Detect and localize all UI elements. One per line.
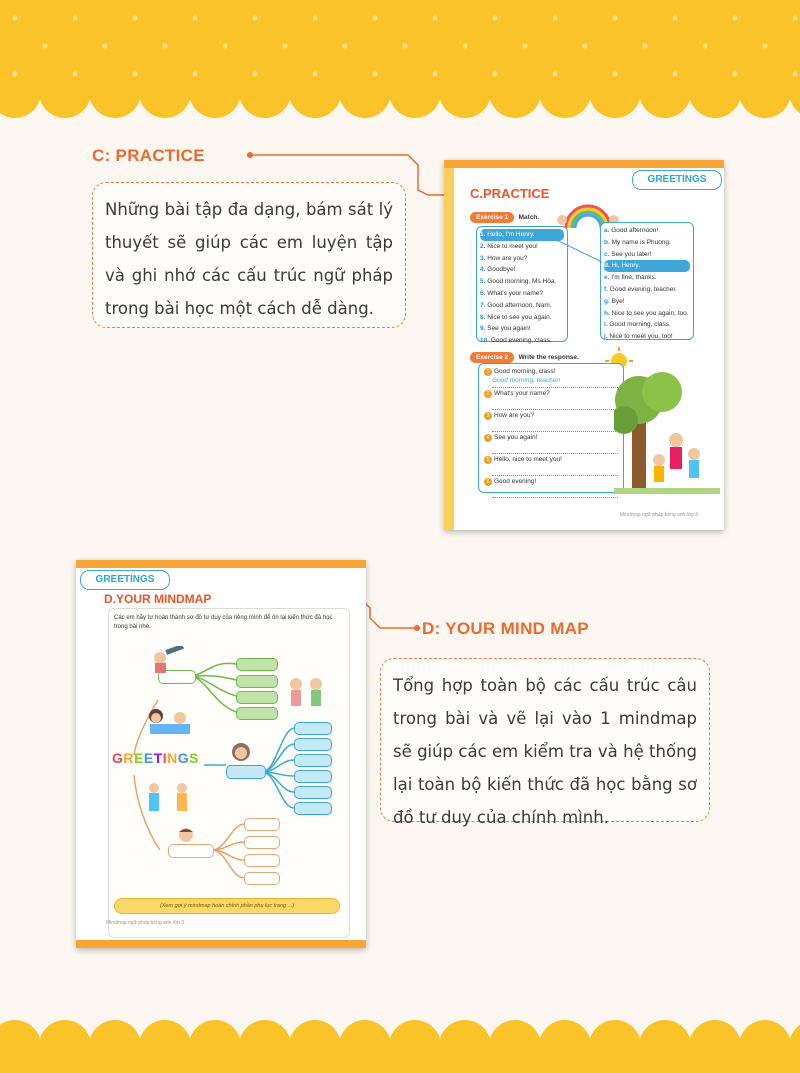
match-item-text: What's your name? [487, 289, 544, 297]
match-item-number: i. [604, 321, 610, 329]
match-item-number: c. [604, 250, 612, 258]
mindmap-center-letter: G [112, 750, 124, 766]
boy-face-illustration [174, 826, 198, 844]
kid-telescope-illustration [148, 646, 188, 674]
response-answer-line[interactable]: Good morning, teacher! [492, 377, 618, 388]
section-d-description: Tổng hợp toàn bộ các cấu trúc câu trong bài và vẽ lại vào 1 mindmap sẽ giúp các em kiểm tra và hệ thống lại toàn bộ kiến thức đã học bằng sơ đồ tư duy của chính mình. [393, 676, 697, 827]
match-item-number: j. [604, 333, 610, 341]
match-item-number: 1. [480, 231, 488, 238]
mindmap-heading: D.YOUR MINDMAP [104, 592, 212, 606]
kids-pair-illustration [282, 676, 330, 716]
greetings-header: GREETINGS [80, 570, 170, 590]
mindmap-page-thumbnail [76, 560, 366, 948]
mindmap-node-blue-root [226, 765, 266, 779]
mindmap-center-letter: G [177, 750, 190, 766]
mindmap-node-blue [294, 754, 332, 767]
response-question [484, 477, 618, 487]
match-item-number: 2. [480, 242, 488, 250]
match-item-text: Hello, I'm Henry. [487, 231, 535, 238]
kids-reading-illustration [144, 706, 196, 736]
match-item-text: Good evening, class. [490, 337, 552, 345]
response-number: 2 [484, 390, 492, 398]
mindmap-instruction: Các em hãy tự hoàn thành sơ đồ tư duy của riêng mình để ôn lại kiến thức đã học trong bài nhé. [114, 615, 333, 630]
match-item-text: How are you? [487, 254, 528, 262]
match-item-text: Good afternoon! [611, 227, 659, 234]
exercise2-badge: Exercise 2 [470, 352, 514, 363]
tree-kids-illustration [614, 370, 720, 500]
mindmap-node-blue [294, 722, 332, 735]
match-item-number: e. [604, 274, 612, 282]
mindmap-node-blue [294, 802, 332, 815]
response-number: 4 [484, 434, 492, 442]
match-item-number: 7. [480, 301, 488, 309]
mindmap-node-green [236, 675, 278, 688]
mindmap-center-letter: I [162, 750, 168, 766]
response-answer-line[interactable] [492, 443, 618, 454]
match-item-text: Good evening, teacher. [609, 285, 677, 293]
mindmap-node-orange-root [168, 844, 214, 858]
mindmap-note-bar [114, 898, 340, 914]
section-d-title: D: YOUR MIND MAP [422, 619, 589, 638]
response-answer-line[interactable] [492, 421, 618, 432]
response-answer-line[interactable] [492, 465, 618, 476]
mindmap-center-letter: R [123, 750, 135, 766]
match-item-text: Bye! [611, 297, 625, 305]
mindmap-page-footer: Mindmap ngữ pháp tiếng anh lớp 3 [106, 920, 185, 926]
mindmap-node-green [236, 707, 278, 720]
page-bottom-strip [76, 940, 366, 948]
match-item-text: Nice to see you again, too. [611, 309, 689, 317]
response-question-text: What's your name? [494, 390, 550, 397]
mindmap-center-letter: S [189, 750, 200, 766]
response-question-text: Good evening! [494, 478, 537, 485]
mindmap-center-word [112, 750, 199, 766]
match-item-text: Nice to meet you, too! [609, 333, 673, 341]
mindmap-center-letter: E [143, 750, 154, 766]
mindmap-center-label [112, 750, 199, 766]
match-item-number: 4. [480, 266, 488, 274]
practice-page-footer: Mindmap ngữ pháp tiếng anh lớp 3 [620, 512, 699, 518]
response-question [484, 433, 618, 443]
response-question [484, 455, 618, 465]
mindmap-note: (Xem gợi ý mindmap hoàn chỉnh phần phụ lục trang ...) [159, 903, 295, 909]
mindmap-node-blue [294, 786, 332, 799]
match-item-number: g. [604, 297, 612, 305]
match-item-text: Nice to meet you! [487, 242, 538, 250]
match-item-number: 9. [480, 325, 488, 333]
match-item-text: Nice to see you again. [487, 313, 552, 321]
mindmap-node-green [236, 658, 278, 671]
write-response-box [478, 363, 624, 493]
exercise1-instruction: Match. [518, 214, 540, 221]
exercise2-row [470, 346, 579, 364]
mindmap-node-orange [244, 818, 280, 831]
match-item-number: 3. [480, 254, 488, 262]
exercise2-instruction: Write the response. [518, 354, 579, 361]
match-item-text: I'm fine, thanks. [611, 274, 657, 282]
match-item-text: Good morning, class. [609, 321, 671, 329]
match-item-text: My name is Phuong. [611, 238, 671, 246]
match-item-number: d. [604, 262, 612, 270]
response-number: 6 [484, 478, 492, 486]
response-question-text: How are you? [494, 412, 535, 419]
girl-face-illustration [226, 740, 256, 764]
section-c-description: Những bài tập đa dạng, bám sát lý thuyết sẽ giúp các em luyện tập và ghi nhớ các cấu trúc ngữ pháp trong bài học một cách dễ dàng. [105, 200, 393, 318]
match-item-text: Good morning, Ms Hòa. [487, 278, 557, 286]
greetings-header: GREETINGS [632, 170, 722, 190]
section-c-description-box [92, 182, 406, 328]
response-number: 3 [484, 412, 492, 420]
match-item-text: Good afternoon, Nam. [487, 301, 552, 309]
match-item-number: f. [604, 285, 610, 293]
mindmap-center-letter: E [134, 750, 144, 766]
practice-page-thumbnail [444, 160, 724, 530]
response-question [484, 367, 618, 377]
section-d-description-box [380, 658, 710, 827]
practice-heading: C.PRACTICE [470, 186, 550, 201]
kids-walking-illustration [142, 782, 198, 818]
mindmap-node-orange [244, 854, 280, 867]
match-item-text: See you later! [611, 250, 652, 258]
response-answer-line[interactable] [492, 487, 618, 498]
match-item-number: a. [604, 227, 612, 234]
mindmap-node-blue [294, 738, 332, 751]
response-answer-line[interactable] [492, 399, 618, 410]
response-question [484, 389, 618, 399]
mindmap-center-letter: T [153, 750, 163, 766]
match-item-number: 6. [480, 289, 488, 297]
mindmap-node-orange [244, 872, 280, 885]
mindmap-node-green [236, 691, 278, 704]
match-item-number: 8. [480, 313, 488, 321]
match-item-number: 5. [480, 278, 488, 286]
mindmap-node-orange [244, 836, 280, 849]
match-item-number: h. [604, 309, 612, 317]
mindmap-node-blue [294, 770, 332, 783]
response-question-text: See you again! [494, 434, 538, 441]
match-item-number: b. [604, 238, 612, 246]
mindmap-center-letter: N [167, 750, 178, 766]
match-item-text: Goodbye! [487, 266, 516, 274]
response-number: 5 [484, 456, 492, 464]
response-question-text: Hello, nice to meet you! [494, 456, 562, 463]
response-question-text: Good morning, class! [494, 368, 556, 375]
response-question [484, 411, 618, 421]
match-item-text: Hi, Henry. [611, 262, 641, 270]
match-item-text: See you again! [487, 325, 531, 333]
response-number: 1 [484, 368, 492, 376]
exercise1-badge: Exercise 1 [470, 212, 514, 223]
match-item-number: 10. [480, 337, 491, 345]
section-c-title: C: PRACTICE [92, 146, 205, 165]
